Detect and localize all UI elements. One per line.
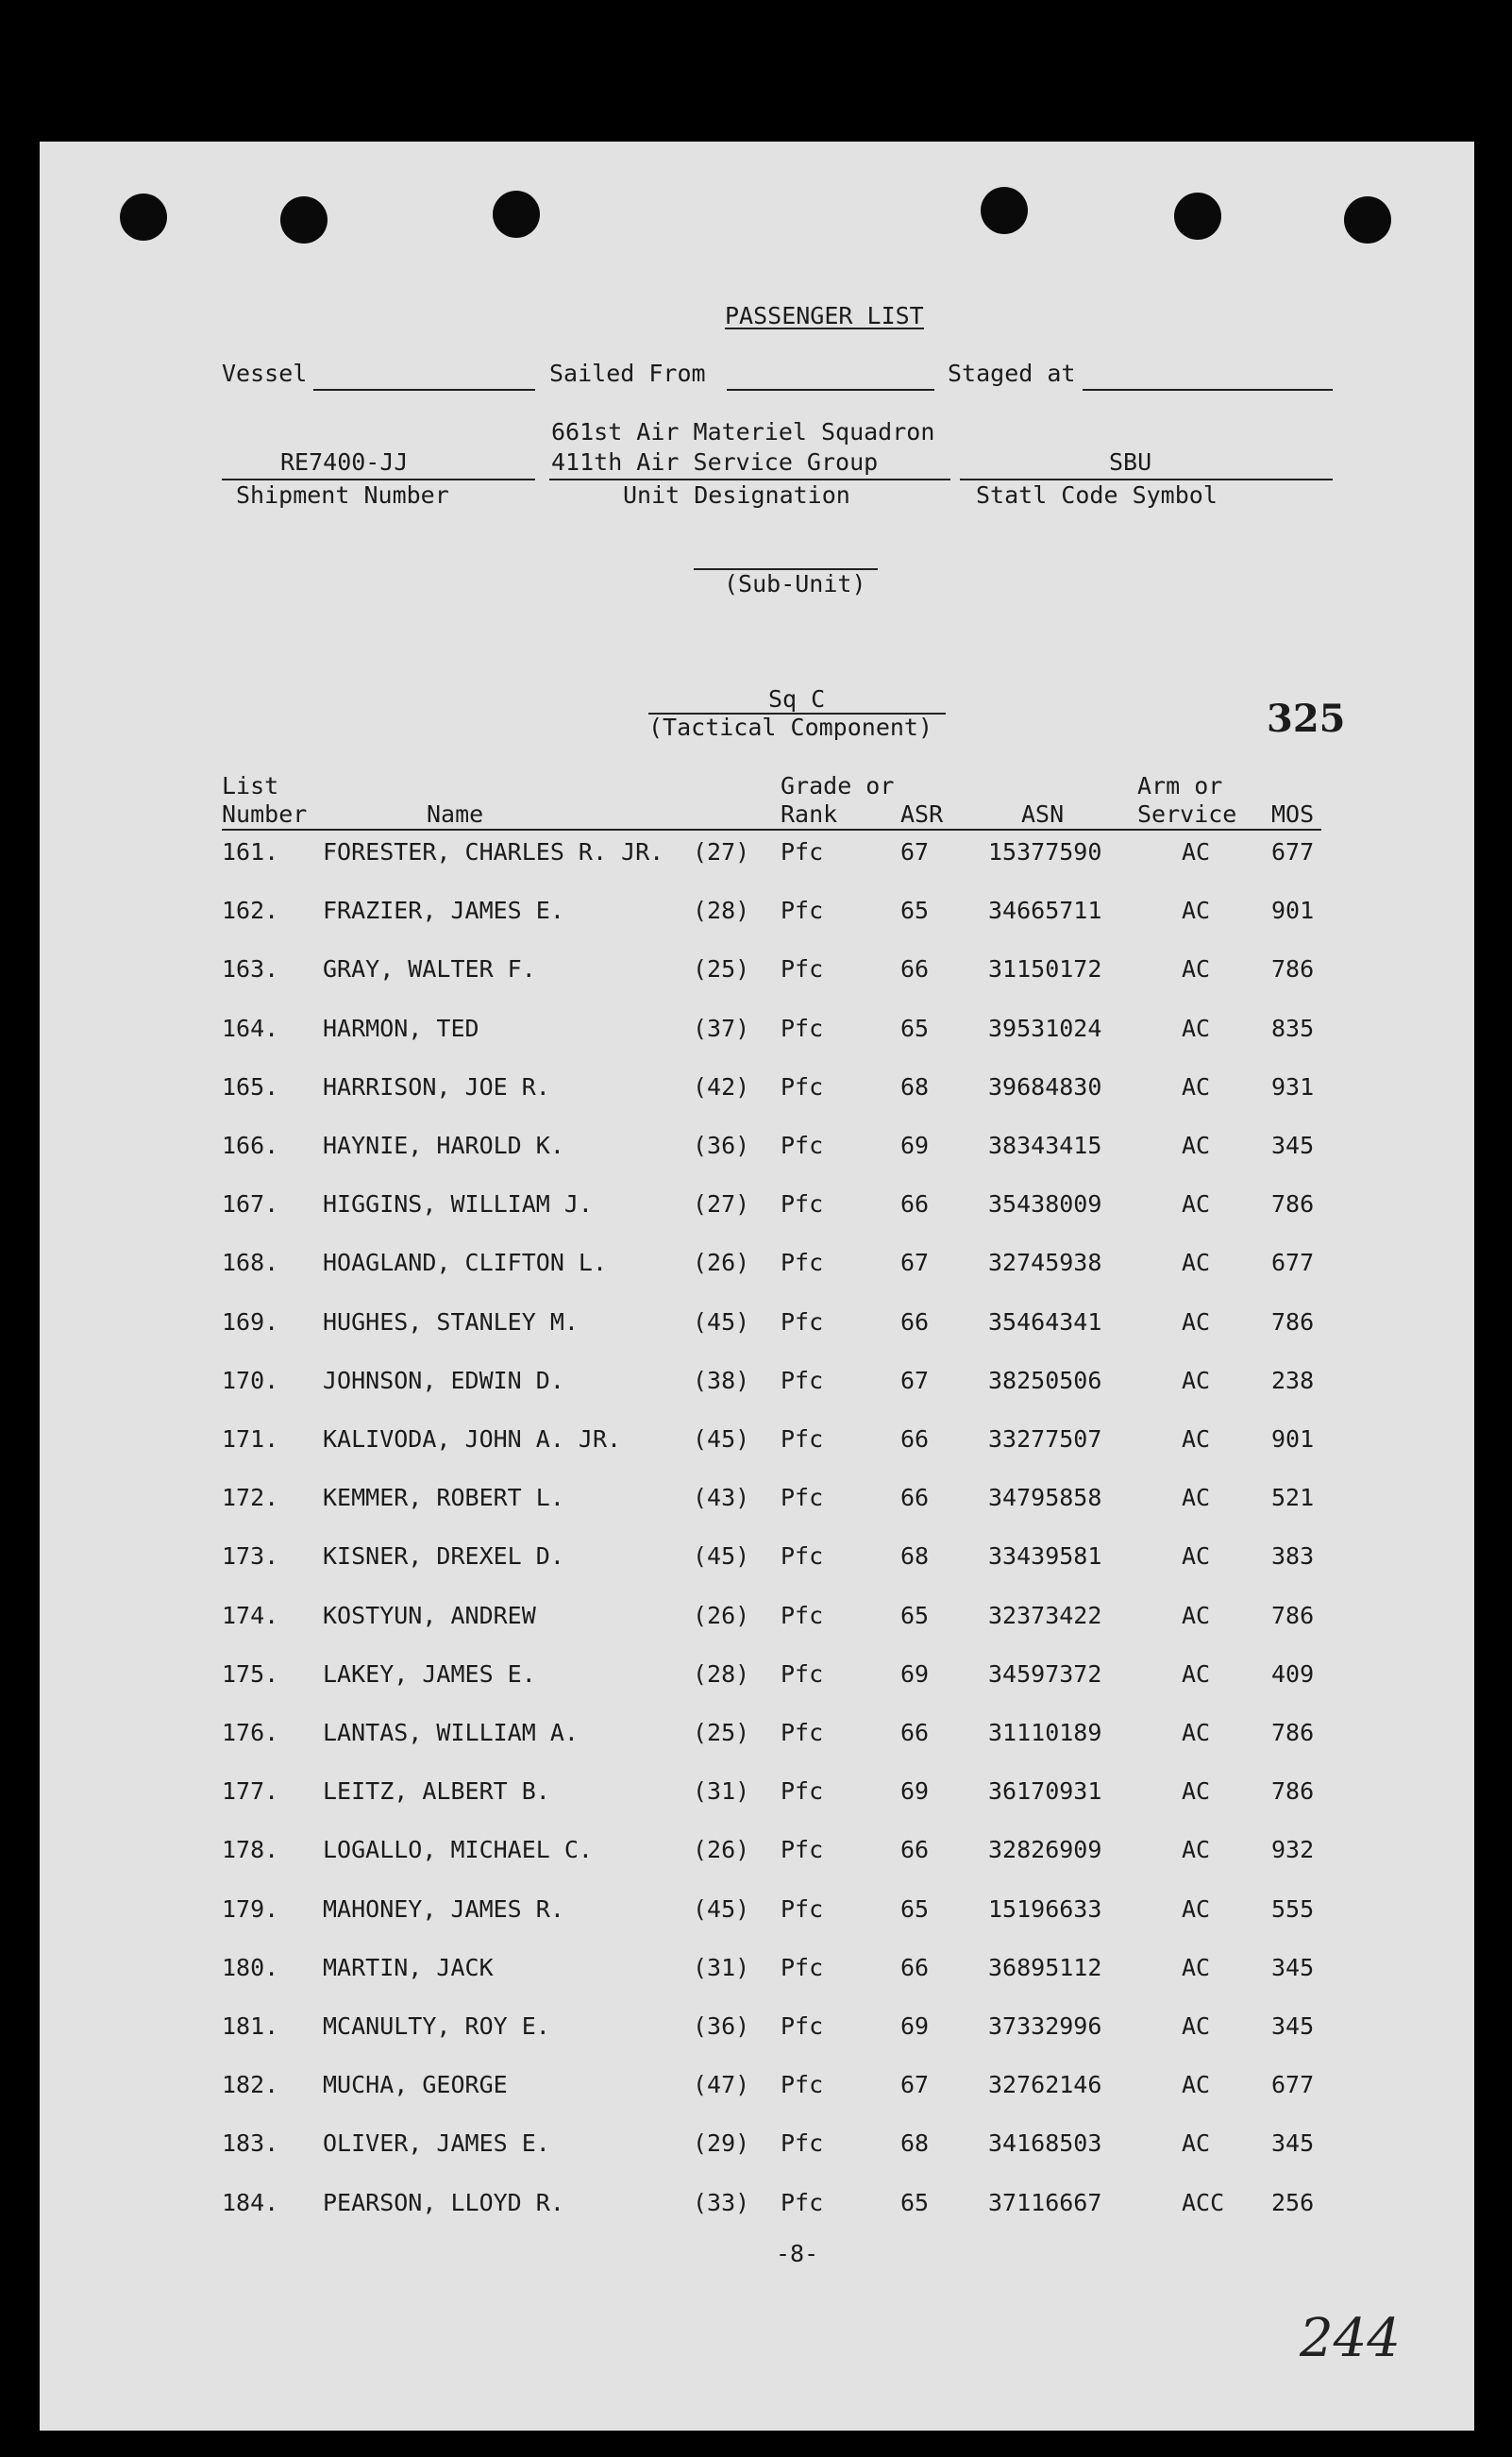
row-arm: AC	[1182, 1249, 1211, 1277]
row-arm: AC	[1182, 1836, 1211, 1864]
row-asr: 68	[900, 2129, 930, 2158]
table-row	[40, 1954, 1474, 1982]
row-name: HARRISON, JOE R.	[323, 1072, 550, 1101]
row-number: 173.	[222, 1542, 279, 1571]
table-row	[40, 897, 1474, 925]
unit-designation-label: Unit Designation	[623, 481, 850, 509]
row-name: HOAGLAND, CLIFTON L.	[323, 1249, 608, 1277]
row-mos: 256	[1271, 2188, 1315, 2216]
row-mos: 521	[1271, 1484, 1315, 1512]
table-row	[40, 1777, 1474, 1806]
row-rank: Pfc	[781, 1659, 824, 1688]
row-number: 180.	[222, 1953, 279, 1981]
row-mos: 835	[1271, 1014, 1315, 1042]
vessel-field-line	[313, 389, 535, 391]
row-name: HARMON, TED	[323, 1014, 479, 1042]
row-name: LANTAS, WILLIAM A.	[323, 1719, 579, 1746]
shipment-number-label: Shipment Number	[236, 481, 449, 509]
row-asn: 32373422	[988, 1601, 1102, 1629]
row-asn: 35438009	[988, 1190, 1102, 1219]
row-rank: Pfc	[781, 1072, 824, 1101]
row-asr: 67	[900, 1366, 930, 1394]
row-name: GRAY, WALTER F.	[323, 955, 536, 984]
tactical-label: (Tactical Component)	[648, 714, 933, 741]
row-age: (45)	[693, 1307, 750, 1336]
row-mos: 786	[1271, 955, 1315, 984]
row-asr: 66	[900, 1953, 930, 1981]
table-row	[40, 1367, 1474, 1395]
row-arm: AC	[1182, 1425, 1211, 1453]
row-number: 167.	[222, 1190, 279, 1219]
table-row	[40, 1249, 1474, 1277]
row-number: 161.	[222, 838, 279, 866]
row-asn: 39531024	[988, 1014, 1102, 1042]
punch-hole-2	[280, 196, 328, 244]
row-name: FORESTER, CHARLES R. JR.	[323, 838, 664, 866]
row-arm: ACC	[1182, 2188, 1225, 2216]
row-mos: 345	[1271, 1953, 1315, 1981]
row-asn: 38250506	[988, 1366, 1102, 1394]
row-arm: AC	[1182, 1132, 1211, 1159]
row-mos: 786	[1271, 1719, 1315, 1746]
row-asr: 69	[900, 1777, 930, 1806]
row-asr: 69	[900, 1132, 930, 1159]
row-asn: 15196633	[988, 1894, 1102, 1923]
row-name: HAYNIE, HAROLD K.	[323, 1132, 564, 1159]
row-rank: Pfc	[781, 1953, 824, 1981]
col-list-top: List	[222, 772, 279, 799]
row-mos: 901	[1271, 1425, 1315, 1453]
row-arm: AC	[1182, 955, 1211, 984]
row-asr: 68	[900, 1542, 930, 1571]
row-number: 168.	[222, 1249, 279, 1277]
row-age: (36)	[693, 1132, 750, 1159]
row-rank: Pfc	[781, 1014, 824, 1042]
table-row	[40, 1073, 1474, 1102]
table-row	[40, 1484, 1474, 1512]
staged-at-label: Staged at	[948, 360, 1076, 387]
row-arm: AC	[1182, 1542, 1211, 1571]
row-mos: 931	[1271, 1072, 1315, 1101]
row-asn: 32762146	[988, 2071, 1102, 2099]
header-rule	[222, 829, 1321, 831]
row-rank: Pfc	[781, 1484, 824, 1512]
row-age: (26)	[693, 1249, 750, 1277]
row-mos: 677	[1271, 1249, 1315, 1277]
row-name: LAKEY, JAMES E.	[323, 1659, 536, 1688]
row-arm: AC	[1182, 1659, 1211, 1688]
row-age: (38)	[693, 1366, 750, 1394]
col-grade-bottom: Rank	[781, 800, 838, 828]
row-name: HIGGINS, WILLIAM J.	[323, 1190, 593, 1219]
page-stamp-number: 325	[1267, 697, 1346, 741]
row-age: (45)	[693, 1894, 750, 1923]
row-asr: 66	[900, 1836, 930, 1864]
row-age: (47)	[693, 2071, 750, 2099]
table-row	[40, 1660, 1474, 1689]
row-rank: Pfc	[781, 1425, 824, 1453]
row-arm: AC	[1182, 897, 1211, 925]
row-age: (27)	[693, 1190, 750, 1219]
row-name: MUCHA, GEORGE	[323, 2071, 508, 2099]
punch-hole-3	[493, 191, 540, 238]
row-number: 175.	[222, 1659, 279, 1688]
row-mos: 345	[1271, 1132, 1315, 1159]
unit-designation-line	[549, 479, 950, 480]
row-rank: Pfc	[781, 1190, 824, 1219]
row-mos: 409	[1271, 1659, 1315, 1688]
sailed-from-field-line	[727, 389, 934, 391]
page-title: PASSENGER LIST	[725, 302, 924, 329]
row-asr: 67	[900, 838, 930, 866]
handwritten-number: 244	[1300, 2308, 1401, 2369]
row-asr: 66	[900, 1190, 930, 1219]
table-row	[40, 1542, 1474, 1571]
row-name: OLIVER, JAMES E.	[323, 2129, 550, 2158]
row-name: KEMMER, ROBERT L.	[323, 1484, 564, 1512]
col-name: Name	[427, 800, 484, 828]
row-name: LEITZ, ALBERT B.	[323, 1777, 550, 1806]
table-row	[40, 2129, 1474, 2158]
table-row	[40, 1015, 1474, 1043]
row-age: (25)	[693, 955, 750, 984]
col-arm-top: Arm or	[1137, 772, 1223, 799]
table-row	[40, 838, 1474, 867]
col-arm-bottom: Service	[1137, 800, 1237, 828]
unit-line-1: 661st Air Materiel Squadron	[551, 418, 935, 446]
row-rank: Pfc	[781, 897, 824, 925]
row-number: 169.	[222, 1307, 279, 1336]
row-age: (29)	[693, 2129, 750, 2158]
row-arm: AC	[1182, 2129, 1211, 2158]
row-asn: 36895112	[988, 1953, 1102, 1981]
table-row	[40, 1836, 1474, 1864]
row-rank: Pfc	[781, 2012, 824, 2040]
row-number: 178.	[222, 1836, 279, 1864]
row-asr: 67	[900, 1249, 930, 1277]
shipment-number-line	[222, 479, 535, 480]
table-row	[40, 1190, 1474, 1219]
row-age: (25)	[693, 1719, 750, 1746]
table-row	[40, 2012, 1474, 2041]
row-number: 174.	[222, 1601, 279, 1629]
row-age: (26)	[693, 1836, 750, 1864]
row-asr: 66	[900, 1425, 930, 1453]
row-arm: AC	[1182, 838, 1211, 866]
row-arm: AC	[1182, 1014, 1211, 1042]
unit-line-2: 411th Air Service Group	[551, 448, 879, 476]
row-arm: AC	[1182, 1307, 1211, 1336]
row-age: (42)	[693, 1072, 750, 1101]
row-name: KALIVODA, JOHN A. JR.	[323, 1425, 622, 1453]
stat-code-line	[960, 479, 1333, 480]
row-name: PEARSON, LLOYD R.	[323, 2188, 564, 2216]
row-arm: AC	[1182, 1894, 1211, 1923]
row-mos: 555	[1271, 1894, 1315, 1923]
row-name: KISNER, DREXEL D.	[323, 1542, 564, 1571]
row-mos: 345	[1271, 2129, 1315, 2158]
row-mos: 786	[1271, 1601, 1315, 1629]
row-rank: Pfc	[781, 1777, 824, 1806]
row-number: 184.	[222, 2188, 279, 2216]
row-asr: 65	[900, 1894, 930, 1923]
row-name: FRAZIER, JAMES E.	[323, 897, 564, 925]
row-age: (36)	[693, 2012, 750, 2040]
row-age: (43)	[693, 1484, 750, 1512]
row-asn: 37332996	[988, 2012, 1102, 2040]
row-age: (28)	[693, 1659, 750, 1688]
punch-hole-4	[981, 187, 1028, 234]
col-grade-top: Grade or	[781, 772, 895, 799]
row-number: 165.	[222, 1072, 279, 1101]
row-asr: 66	[900, 1484, 930, 1512]
row-asr: 68	[900, 1072, 930, 1101]
row-rank: Pfc	[781, 1366, 824, 1394]
tactical-value: Sq C	[768, 685, 826, 713]
row-rank: Pfc	[781, 2129, 824, 2158]
row-name: MAHONEY, JAMES R.	[323, 1894, 564, 1923]
row-asn: 36170931	[988, 1777, 1102, 1806]
col-list-bottom: Number	[222, 800, 308, 828]
row-name: LOGALLO, MICHAEL C.	[323, 1836, 593, 1864]
row-asn: 33277507	[988, 1425, 1102, 1453]
row-arm: AC	[1182, 1953, 1211, 1981]
row-age: (31)	[693, 1777, 750, 1806]
stat-code-label: Statl Code Symbol	[976, 481, 1218, 509]
row-mos: 345	[1271, 2012, 1315, 2040]
row-age: (26)	[693, 1601, 750, 1629]
sub-unit-label: (Sub-Unit)	[724, 570, 866, 597]
row-arm: AC	[1182, 2071, 1211, 2099]
row-number: 177.	[222, 1777, 279, 1806]
row-age: (31)	[693, 1953, 750, 1981]
page-number: -8-	[776, 2240, 819, 2267]
row-mos: 786	[1271, 1190, 1315, 1219]
row-rank: Pfc	[781, 2071, 824, 2099]
table-row	[40, 1895, 1474, 1924]
row-number: 176.	[222, 1719, 279, 1746]
row-asn: 32826909	[988, 1836, 1102, 1864]
table-row	[40, 2071, 1474, 2099]
row-asn: 34597372	[988, 1659, 1102, 1688]
row-asr: 65	[900, 1601, 930, 1629]
row-arm: AC	[1182, 1484, 1211, 1512]
row-name: MARTIN, JACK	[323, 1953, 494, 1981]
col-asn: ASN	[1021, 800, 1065, 828]
row-mos: 786	[1271, 1777, 1315, 1806]
row-number: 164.	[222, 1014, 279, 1042]
row-rank: Pfc	[781, 1894, 824, 1923]
row-name: HUGHES, STANLEY M.	[323, 1307, 579, 1336]
punch-hole-5	[1174, 193, 1221, 240]
row-asn: 34665711	[988, 897, 1102, 925]
row-age: (27)	[693, 838, 750, 866]
row-mos: 677	[1271, 2071, 1315, 2099]
stat-code-value: SBU	[1109, 448, 1152, 476]
row-number: 179.	[222, 1894, 279, 1923]
row-arm: AC	[1182, 2012, 1211, 2040]
document-page	[40, 142, 1474, 2431]
table-row	[40, 1132, 1474, 1160]
row-number: 182.	[222, 2071, 279, 2099]
row-arm: AC	[1182, 1601, 1211, 1629]
row-asr: 69	[900, 1659, 930, 1688]
row-asn: 37116667	[988, 2188, 1102, 2216]
row-rank: Pfc	[781, 1307, 824, 1336]
row-arm: AC	[1182, 1072, 1211, 1101]
vessel-label: Vessel	[222, 360, 308, 387]
row-rank: Pfc	[781, 1836, 824, 1864]
row-age: (45)	[693, 1542, 750, 1571]
row-asr: 66	[900, 955, 930, 984]
row-arm: AC	[1182, 1190, 1211, 1219]
row-asn: 32745938	[988, 1249, 1102, 1277]
row-asn: 34795858	[988, 1484, 1102, 1512]
shipment-number-value: RE7400-JJ	[280, 448, 409, 476]
row-age: (28)	[693, 897, 750, 925]
row-rank: Pfc	[781, 2188, 824, 2216]
punch-hole-6	[1344, 196, 1391, 244]
table-row	[40, 1602, 1474, 1630]
row-rank: Pfc	[781, 1132, 824, 1159]
row-number: 162.	[222, 897, 279, 925]
row-asn: 34168503	[988, 2129, 1102, 2158]
row-asr: 69	[900, 2012, 930, 2040]
staged-at-field-line	[1083, 389, 1333, 391]
row-rank: Pfc	[781, 1719, 824, 1746]
row-asn: 15377590	[988, 838, 1102, 866]
row-asr: 67	[900, 2071, 930, 2099]
row-asn: 33439581	[988, 1542, 1102, 1571]
row-number: 166.	[222, 1132, 279, 1159]
row-arm: AC	[1182, 1777, 1211, 1806]
table-row	[40, 955, 1474, 984]
row-name: MCANULTY, ROY E.	[323, 2012, 550, 2040]
row-number: 170.	[222, 1366, 279, 1394]
row-age: (33)	[693, 2188, 750, 2216]
row-age: (45)	[693, 1425, 750, 1453]
row-number: 183.	[222, 2129, 279, 2158]
table-row	[40, 2189, 1474, 2217]
row-rank: Pfc	[781, 955, 824, 984]
row-name: KOSTYUN, ANDREW	[323, 1601, 536, 1629]
row-asn: 38343415	[988, 1132, 1102, 1159]
table-row	[40, 1425, 1474, 1454]
row-mos: 901	[1271, 897, 1315, 925]
row-rank: Pfc	[781, 838, 824, 866]
row-rank: Pfc	[781, 1542, 824, 1571]
row-asr: 65	[900, 1014, 930, 1042]
table-row	[40, 1719, 1474, 1747]
row-arm: AC	[1182, 1719, 1211, 1746]
col-asr: ASR	[900, 800, 944, 828]
row-name: JOHNSON, EDWIN D.	[323, 1366, 564, 1394]
row-asr: 65	[900, 2188, 930, 2216]
row-mos: 238	[1271, 1366, 1315, 1394]
row-mos: 786	[1271, 1307, 1315, 1336]
row-number: 163.	[222, 955, 279, 984]
sailed-from-label: Sailed From	[549, 360, 706, 387]
row-rank: Pfc	[781, 1249, 824, 1277]
row-asn: 35464341	[988, 1307, 1102, 1336]
row-rank: Pfc	[781, 1601, 824, 1629]
row-mos: 383	[1271, 1542, 1315, 1571]
row-mos: 932	[1271, 1836, 1315, 1864]
row-asr: 66	[900, 1719, 930, 1746]
row-asn: 31150172	[988, 955, 1102, 984]
row-number: 181.	[222, 2012, 279, 2040]
row-age: (37)	[693, 1014, 750, 1042]
col-mos: MOS	[1271, 800, 1315, 828]
row-mos: 677	[1271, 838, 1315, 866]
row-asr: 65	[900, 897, 930, 925]
row-arm: AC	[1182, 1366, 1211, 1394]
row-number: 171.	[222, 1425, 279, 1453]
row-asn: 39684830	[988, 1072, 1102, 1101]
punch-hole-1	[120, 194, 167, 241]
row-number: 172.	[222, 1484, 279, 1512]
table-row	[40, 1308, 1474, 1337]
row-asr: 66	[900, 1307, 930, 1336]
row-asn: 31110189	[988, 1719, 1102, 1746]
